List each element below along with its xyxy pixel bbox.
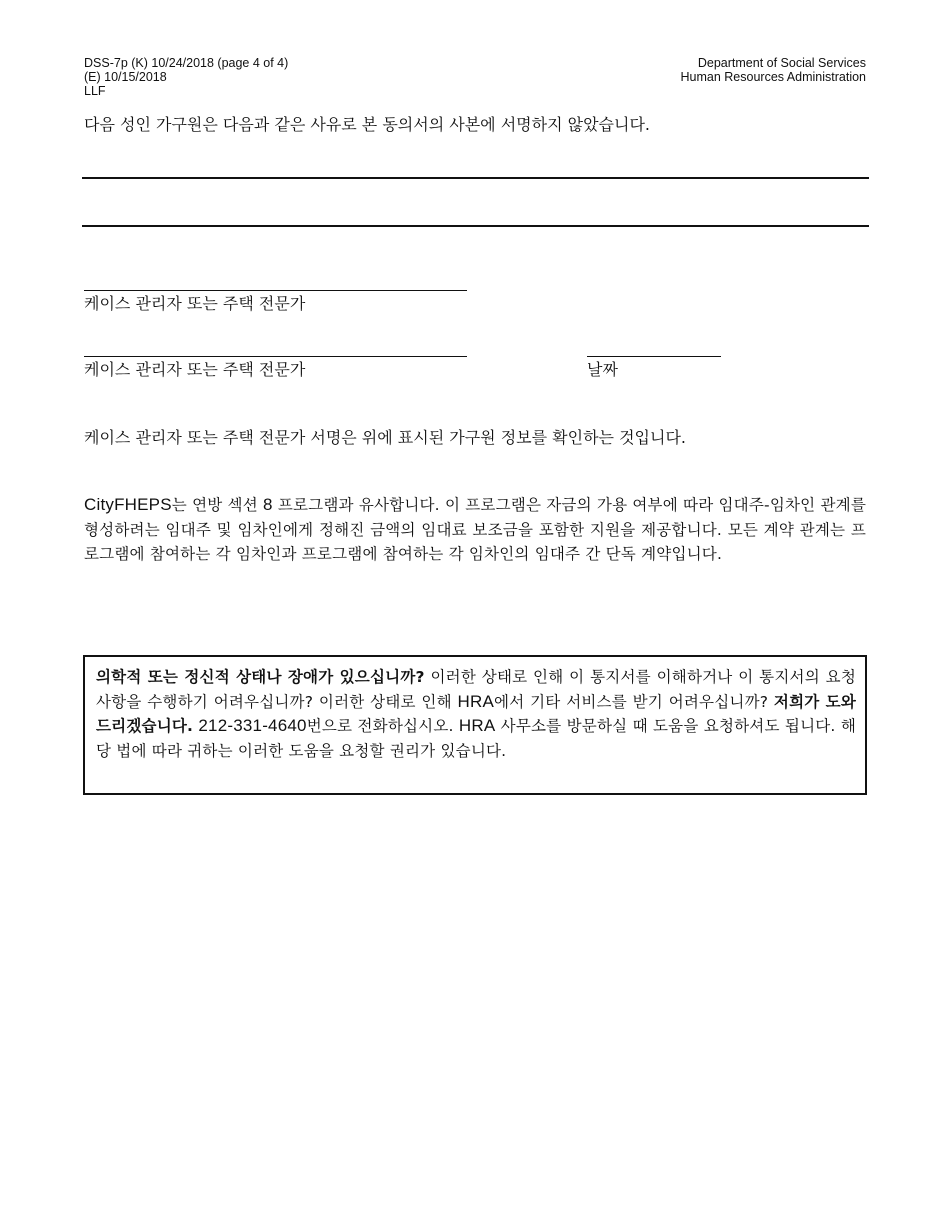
program-text-2: 프로그램과 유사합니다. 이 프로그램은 자금의 가용 여부에 따라 임대주-임차인 관계를 형성하려는 임대주 및 임차인에게 정해진 금액의 임대료 보조금을 포함한 지원을 제공합니다. 모든 계약 관계는 프로그램에 참여하는 각 임차인과 프로그램에 참여하는 각 임차인의 임대주 간 단독 계약입니다. [84, 496, 866, 563]
department-name: Department of Social Services [697, 56, 866, 70]
notice-hra-1: HRA [457, 691, 495, 711]
form-header-left [84, 56, 288, 98]
program-description [84, 493, 866, 567]
english-version-date: (E) 10/15/2018 [84, 70, 167, 84]
notice-text-1: 이러한 상태로 인해 이 통지서를 이해하거나 이 통지서의 요청 사항을 수행하기 어려우십니까? 이러한 상태로 인해 [96, 668, 856, 711]
signature-line-2[interactable] [84, 356, 467, 357]
accessibility-notice-box [83, 655, 867, 795]
notice-question: 의학적 또는 정신적 상태나 장애가 있으십니까? [96, 668, 425, 686]
form-id: DSS-7p (K) 10/24/2018 (page 4 of 4) [84, 56, 289, 70]
program-name: CityFHEPS [84, 495, 172, 514]
notice-text-2: 에서 기타 서비스를 받기 어려우십니까? [494, 692, 774, 711]
program-text-1: 는 연방 섹션 [171, 496, 264, 514]
help-phone-number: 212-331-4640 [198, 716, 307, 735]
accessibility-notice-text [96, 665, 856, 763]
form-header-right [681, 56, 867, 84]
not-signed-statement: 다음 성인 가구원은 다음과 같은 사유로 본 동의서의 사본에 서명하지 않았습니다. [84, 115, 650, 134]
signature-label-2: 케이스 관리자 또는 주택 전문가 [84, 360, 306, 379]
form-code: LLF [84, 84, 106, 98]
notice-text-4: 번으로 전화하십시오. [306, 717, 459, 735]
reason-line-1[interactable] [82, 177, 869, 179]
reason-line-2[interactable] [82, 225, 869, 227]
notice-text-5: 사무소를 방문하실 때 도움을 요청하셔도 됩니다. 해당 법에 따라 귀하는 이러한 도움을 요청할 권리가 있습니다. [96, 717, 856, 760]
date-line[interactable] [587, 356, 721, 357]
section-number: 8 [263, 495, 273, 514]
date-label: 날짜 [587, 360, 618, 379]
signature-label-1: 케이스 관리자 또는 주택 전문가 [84, 294, 306, 313]
signature-line-1[interactable] [84, 290, 467, 291]
notice-help-statement: 저희가 도와 드리겠습니다. [96, 692, 856, 735]
verification-statement: 케이스 관리자 또는 주택 전문가 서명은 위에 표시된 가구원 정보를 확인하는 것입니다. [84, 428, 686, 447]
administration-name: Human Resources Administration [680, 70, 866, 84]
notice-hra-2: HRA [458, 716, 496, 735]
